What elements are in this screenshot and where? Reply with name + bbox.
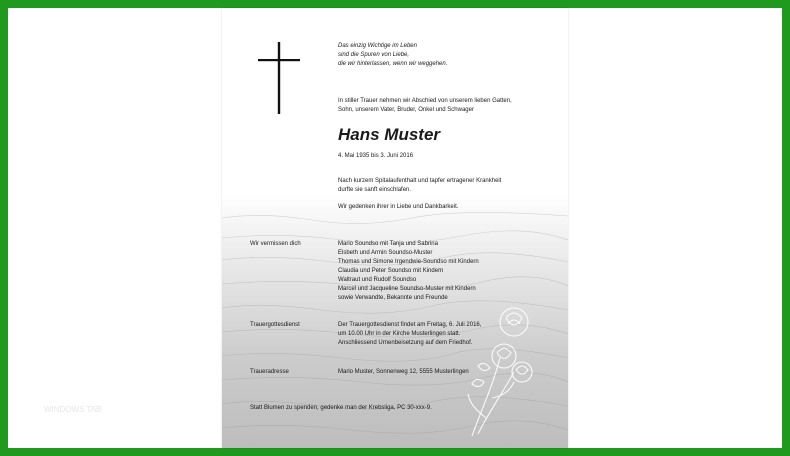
mourner-line: Waltraut und Rudolf Soundso xyxy=(338,277,417,283)
quote-line-3: die wir hinterlassen, wenn wir weggehen. xyxy=(338,61,448,67)
service-line: Anschliessend Urnenbeisetzung auf dem Friedhof. xyxy=(338,340,473,346)
intro-line-2: Sohn, unserem Vater, Bruder, Onkel und Schwager xyxy=(338,107,474,113)
quote-line-2: sind die Spuren von Liebe, xyxy=(338,52,410,58)
donation-note: Statt Blumen zu spenden, gedenke man der Krebsliga, PC 30-xxx-9. xyxy=(250,405,432,411)
mourner-line: Marcel und Jacqueline Soundso-Muster mit Kindern xyxy=(338,286,476,292)
service-line: Der Trauergottesdienst findet am Freitag, 6. Juli 2016, xyxy=(338,322,482,328)
illness-line-1: Nach kurzem Spitalaufenthalt und tapfer ertragener Krankheit xyxy=(338,178,502,184)
cross-icon xyxy=(258,42,300,114)
mourner-line: Mario Soundso mit Tanja und Sabrina xyxy=(338,241,438,247)
quote-line-1: Das einzig Wichtige im Leben xyxy=(338,43,417,49)
service-line: um 10.00 Uhr in der Kirche Musterlingen statt. xyxy=(338,331,461,337)
life-dates: 4. Mai 1935 bis 3. Juni 2016 xyxy=(338,153,414,159)
mourner-line: Thomas und Simone Irgendwie-Soundso mit Kindern xyxy=(338,259,479,265)
illness-line-2: durfte sie sanft einschlafen. xyxy=(338,187,412,193)
watermark-text: WINDOWS TAB xyxy=(44,405,102,414)
mourner-line: Elsbeth und Armin Soundso-Muster xyxy=(338,250,433,256)
rose-illustration xyxy=(462,298,542,438)
gratitude-line: Wir gedenken ihrer in Liebe und Dankbarkeit. xyxy=(338,204,459,210)
mourner-line: sowie Verwandte, Bekannte und Freunde xyxy=(338,295,448,301)
intro-line-1: In stiller Trauer nehmen wir Abschied von unserem lieben Gatten, xyxy=(338,98,512,104)
obituary-card xyxy=(222,8,568,448)
address-label: Traueradresse xyxy=(250,369,289,375)
address-value: Mario Muster, Sonnenweg 12, 5555 Musterlingen xyxy=(338,369,469,375)
deceased-name: Hans Muster xyxy=(338,125,441,144)
mourner-line: Claudia und Peter Soundso mit Kindern xyxy=(338,268,444,274)
mourners-label: Wir vermissen dich xyxy=(250,241,301,247)
service-label: Trauergottesdienst xyxy=(250,322,300,328)
